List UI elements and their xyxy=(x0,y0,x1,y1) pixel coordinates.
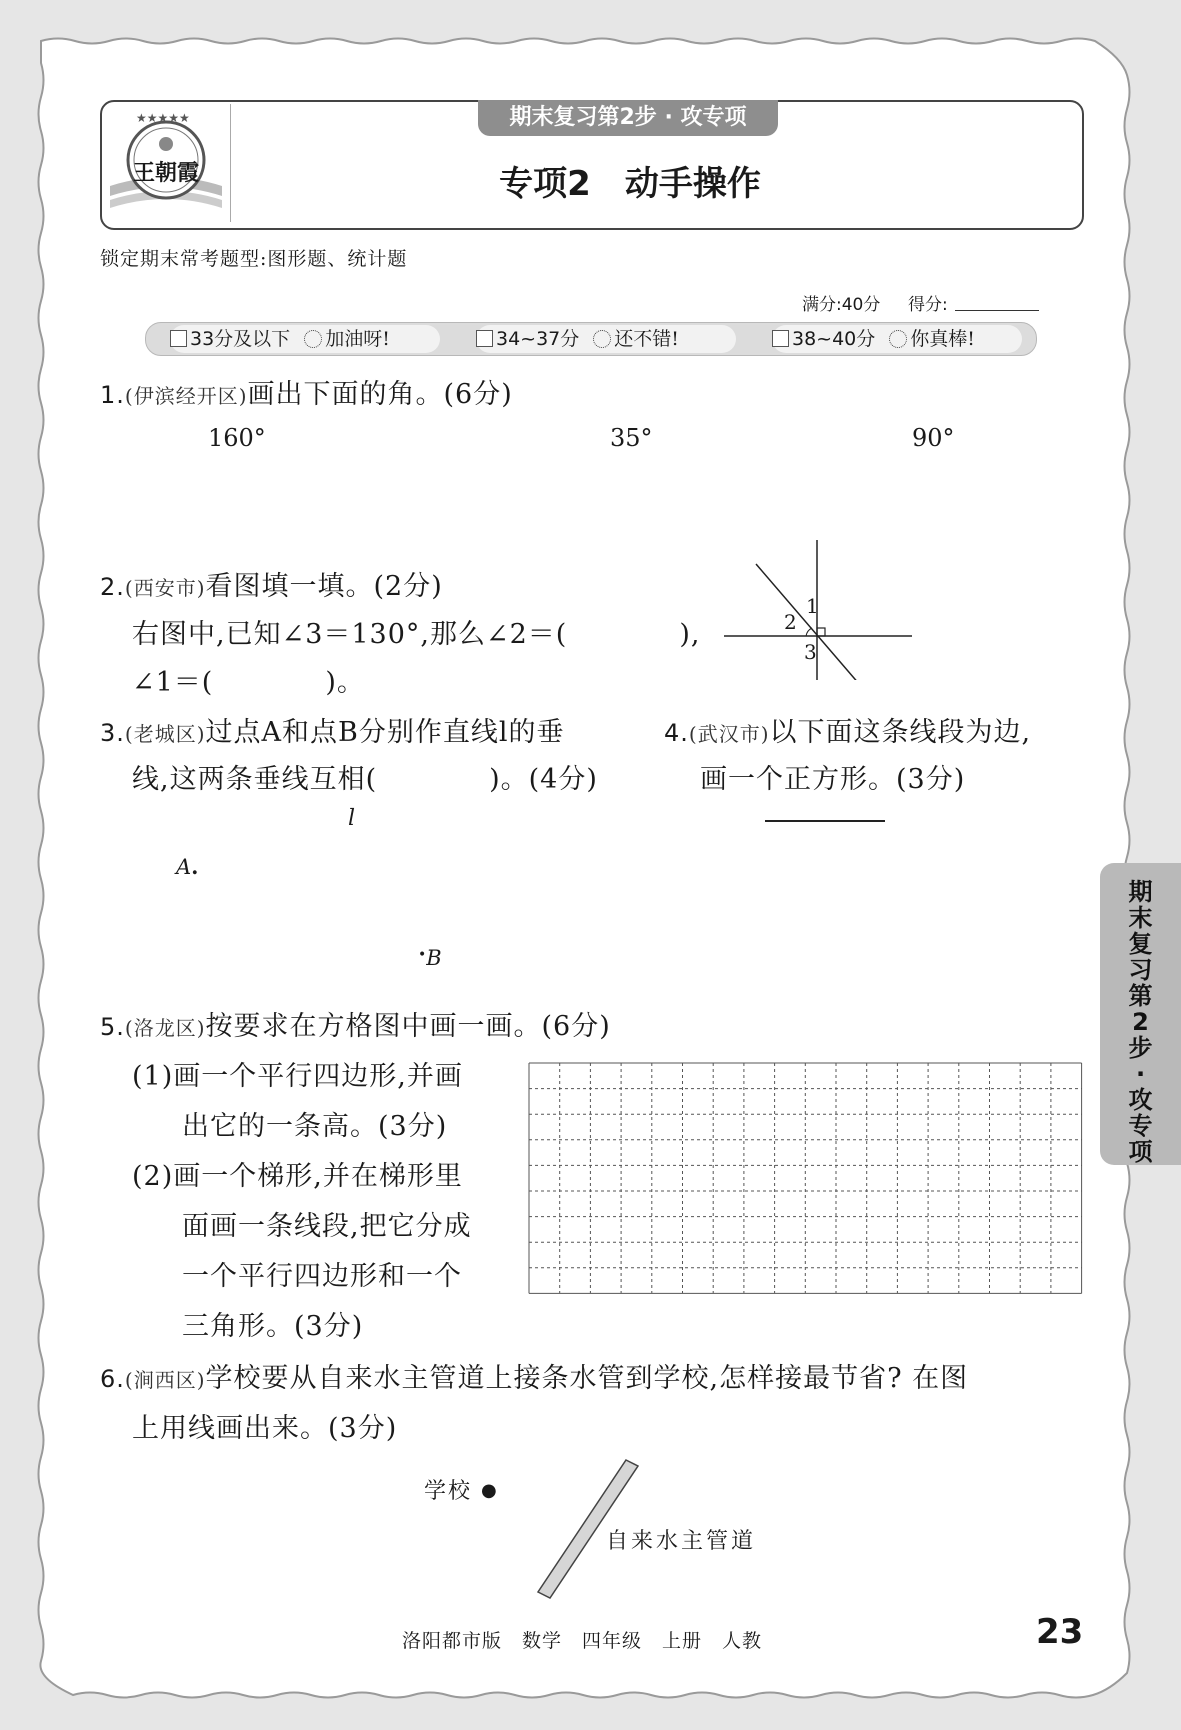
question-4: 4.(武汉市)以下面这条线段为边, xyxy=(664,717,1032,748)
angle-90: 90° xyxy=(912,424,955,452)
point-b: •B xyxy=(418,946,442,970)
angle-label-3: 3 xyxy=(804,640,817,664)
angle-label-1: 1 xyxy=(806,594,819,618)
level-1: 33分及以下 加油呀! xyxy=(170,325,440,353)
q3-line-2: 线,这两条垂线互相( )。(4分) xyxy=(132,764,598,795)
school-point: 学校 ● xyxy=(424,1479,499,1504)
score-level-bar xyxy=(145,322,1037,356)
smile-icon xyxy=(593,330,611,348)
question-3: 3.(老城区)过点A和点B分别作直线l的垂 xyxy=(100,717,565,748)
header-divider xyxy=(230,104,231,222)
q5-line-2: 出它的一条高。(3分) xyxy=(182,1111,448,1142)
footer-info: 洛阳都市版 数学 四年级 上册 人教 xyxy=(402,1630,763,1652)
segment-side xyxy=(765,820,885,822)
logo xyxy=(106,108,226,216)
angle-160: 160° xyxy=(208,424,266,452)
intersecting-lines-figure xyxy=(720,540,920,680)
checkbox-level-1[interactable] xyxy=(170,330,187,347)
level-2: 34~37分 还不错! xyxy=(476,325,736,353)
wavy-page-border xyxy=(36,36,1132,1700)
smile-icon xyxy=(889,330,907,348)
header-banner: 期末复习第2步 · 攻专项 xyxy=(478,100,778,136)
drawing-grid[interactable] xyxy=(527,1061,1083,1309)
q4-line-2: 画一个正方形。(3分) xyxy=(700,764,966,795)
line-l-label: l xyxy=(348,806,356,831)
full-score: 满分:40分 xyxy=(802,295,881,315)
point-a: A. xyxy=(176,854,199,879)
checkbox-level-2[interactable] xyxy=(476,330,493,347)
checkbox-level-3[interactable] xyxy=(772,330,789,347)
pipe-label: 自来水主管道 xyxy=(606,1529,757,1554)
question-1: 1.(伊滨经开区)画出下面的角。(6分) xyxy=(100,379,513,410)
side-tab: 期末复习第2步·攻专项 xyxy=(1100,863,1181,1165)
q5-line-1: (1)画一个平行四边形,并画 xyxy=(132,1061,463,1092)
smile-icon xyxy=(304,330,322,348)
logo-text: 王朝霞 xyxy=(132,160,199,186)
question-2: 2.(西安市)看图填一填。(2分) xyxy=(100,571,443,602)
page-title: 专项2 动手操作 xyxy=(499,164,761,204)
page-number: 23 xyxy=(1036,1612,1084,1652)
angle-label-2: 2 xyxy=(784,610,797,634)
q2-line-1: 右图中,已知∠3＝130°,那么∠2＝( ), xyxy=(132,619,701,650)
subtitle: 锁定期末常考题型:图形题、统计题 xyxy=(100,248,408,270)
q5-line-6: 三角形。(3分) xyxy=(182,1311,364,1342)
question-5: 5.(洛龙区)按要求在方格图中画一画。(6分) xyxy=(100,1011,611,1042)
q6-line-2: 上用线画出来。(3分) xyxy=(132,1413,398,1444)
score-blank[interactable] xyxy=(955,310,1039,311)
score-label: 得分: xyxy=(908,295,948,315)
q2-line-2: ∠1＝( )。 xyxy=(132,667,365,698)
q5-line-4: 面画一条线段,把它分成 xyxy=(182,1211,472,1242)
svg-text:★★★★★: ★★★★★ xyxy=(136,111,190,125)
q5-line-3: (2)画一个梯形,并在梯形里 xyxy=(132,1161,463,1192)
question-6: 6.(涧西区)学校要从自来水主管道上接条水管到学校,怎样接最节省? 在图 xyxy=(100,1363,969,1394)
level-3: 38~40分 你真棒! xyxy=(772,325,1022,353)
q5-line-5: 一个平行四边形和一个 xyxy=(182,1261,462,1292)
angle-35: 35° xyxy=(610,424,653,452)
page-sheet xyxy=(36,36,1132,1700)
